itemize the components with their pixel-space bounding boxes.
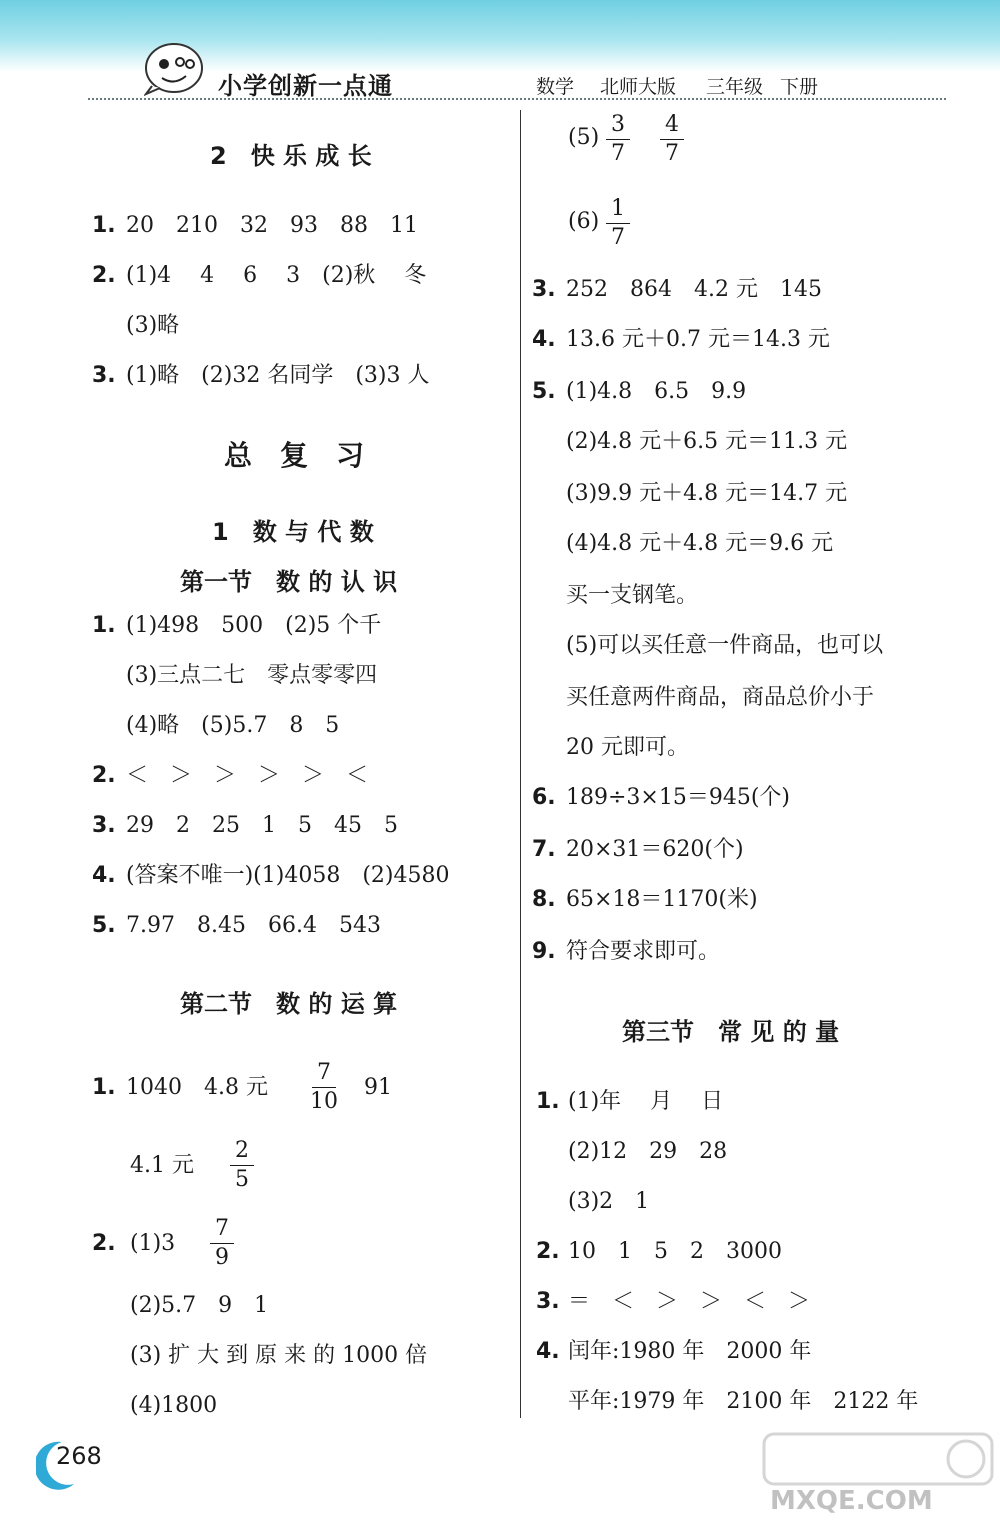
answer-line: 平年:1979 年 2100 年 2122 年 — [568, 1389, 919, 1414]
answer-line: 65×18＝1170(米) — [566, 887, 758, 912]
answer-line: 7.97 8.45 66.4 543 — [126, 913, 381, 938]
q-number: 5. — [92, 913, 116, 938]
q-number: 5. — [532, 379, 556, 404]
fraction-numerator: 3 — [611, 112, 625, 137]
answer-line: 符合要求即可。 — [566, 939, 721, 964]
fraction-bar — [606, 223, 630, 224]
section-title: 第三节 常 见 的 量 — [622, 1018, 840, 1046]
answer-line: (4)1800 — [130, 1393, 218, 1418]
fraction-denominator: 10 — [310, 1089, 338, 1114]
answer-line: 20×31＝620(个) — [566, 837, 744, 862]
watermark-text: MXQE.COM — [770, 1486, 933, 1516]
section-title: 1 数 与 代 数 — [212, 518, 374, 546]
fraction-denominator: 7 — [611, 141, 625, 166]
fraction-denominator: 9 — [215, 1245, 229, 1270]
answer-line: (2)4.8 元＋6.5 元＝11.3 元 — [566, 429, 848, 454]
grade: 三年级 — [706, 76, 764, 98]
q-number: 2. — [92, 1231, 116, 1256]
answer-line: 20 210 32 93 88 11 — [126, 213, 418, 238]
volume: 下册 — [780, 76, 819, 98]
answer-line: (1)3 — [130, 1231, 176, 1256]
answer-line: 252 864 4.2 元 145 — [566, 277, 822, 302]
fraction-numerator: 2 — [235, 1138, 249, 1163]
fraction-numerator: 1 — [611, 196, 625, 221]
mascot-logo-icon — [144, 40, 204, 96]
answer-line: (1)4.8 6.5 9.9 — [566, 379, 747, 404]
q-number: 3. — [92, 363, 116, 388]
q-number: 1. — [92, 213, 116, 238]
answer-line: (3)2 1 — [568, 1189, 650, 1214]
q-number: 7. — [532, 837, 556, 862]
answer-line: (1)498 500 (2)5 个千 — [126, 613, 382, 638]
q-number: 1. — [536, 1089, 560, 1114]
answer-line: (3)略 — [126, 313, 180, 338]
answer-line: 买任意两件商品，商品总价小于 — [566, 685, 875, 710]
q-number: 9. — [532, 939, 556, 964]
header-divider — [88, 98, 946, 100]
q-number: 3. — [536, 1289, 560, 1314]
fraction — [310, 1060, 338, 1115]
answer-line: (3) 扩 大 到 原 来 的 1000 倍 — [130, 1343, 428, 1368]
series-title: 小学创新一点通 — [218, 72, 393, 100]
fraction — [606, 196, 630, 251]
fraction-denominator: 7 — [665, 141, 679, 166]
q-number: 1. — [92, 1075, 116, 1100]
answer-line: (5) — [568, 125, 600, 150]
fraction-denominator: 7 — [611, 225, 625, 250]
answer-line: (2)5.7 9 1 — [130, 1293, 269, 1318]
q-number: 3. — [532, 277, 556, 302]
fraction-bar — [312, 1087, 336, 1088]
answer-line: (3)三点二七 零点零零四 — [126, 663, 378, 688]
answer-line: 1040 4.8 元 — [126, 1075, 268, 1100]
answer-line: 13.6 元＋0.7 元＝14.3 元 — [566, 327, 830, 352]
q-number: 6. — [532, 785, 556, 810]
fraction — [606, 112, 630, 167]
q-number: 4. — [532, 327, 556, 352]
fraction — [210, 1216, 234, 1271]
chapter-title: 总 复 习 — [224, 439, 365, 472]
answer-line: 10 1 5 2 3000 — [568, 1239, 782, 1264]
q-number: 4. — [92, 863, 116, 888]
column-divider — [520, 110, 521, 1418]
answer-line: (2)12 29 28 — [568, 1139, 728, 1164]
q-number: 8. — [532, 887, 556, 912]
answer-line: (答案不唯一)(1)4058 (2)4580 — [126, 863, 450, 888]
q-number: 1. — [92, 613, 116, 638]
answer-line: 91 — [364, 1075, 392, 1100]
answer-line: 189÷3×15＝945(个) — [566, 785, 791, 810]
answer-line: (1)年 月 日 — [568, 1089, 724, 1114]
answer-line: 29 2 25 1 5 45 5 — [126, 813, 398, 838]
q-number: 2. — [536, 1239, 560, 1264]
q-number: 4. — [536, 1339, 560, 1364]
answer-line: (6) — [568, 209, 600, 234]
answer-line: ＝ ＜ ＞ ＞ ＜ ＞ — [568, 1289, 811, 1314]
unit-title: 2 快 乐 成 长 — [210, 142, 372, 170]
answer-line: (4)4.8 元＋4.8 元＝9.6 元 — [566, 531, 834, 556]
fraction — [660, 112, 684, 167]
page-number: 268 — [56, 1442, 102, 1470]
section-title: 第一节 数 的 认 识 — [180, 568, 398, 596]
subject: 数学 — [536, 76, 575, 98]
edition: 北师大版 — [600, 76, 677, 98]
q-number: 3. — [92, 813, 116, 838]
q-number: 2. — [92, 263, 116, 288]
fraction-bar — [660, 139, 684, 140]
answer-line: (5)可以买任意一件商品，也可以 — [566, 633, 884, 658]
answer-line: (1)4 4 6 3 (2)秋 冬 — [126, 263, 427, 288]
answer-line: 20 元即可。 — [566, 735, 689, 760]
fraction-denominator: 5 — [235, 1167, 249, 1192]
section-title: 第二节 数 的 运 算 — [180, 990, 398, 1018]
fraction-bar — [230, 1165, 254, 1166]
answer-line: ＜ ＞ ＞ ＞ ＞ ＜ — [126, 763, 369, 788]
fraction-numerator: 7 — [317, 1060, 331, 1085]
fraction-bar — [210, 1243, 234, 1244]
answer-line: (3)9.9 元＋4.8 元＝14.7 元 — [566, 481, 848, 506]
fraction-bar — [606, 139, 630, 140]
answer-line: 买一支钢笔。 — [566, 583, 699, 608]
fraction — [230, 1138, 254, 1193]
answer-line: (1)略 (2)32 名同学 (3)3 人 — [126, 363, 430, 388]
answer-line: 4.1 元 — [130, 1153, 194, 1178]
q-number: 2. — [92, 763, 116, 788]
answer-line: 闰年:1980 年 2000 年 — [568, 1339, 812, 1364]
fraction-numerator: 7 — [215, 1216, 229, 1241]
answer-line: (4)略 (5)5.7 8 5 — [126, 713, 340, 738]
fraction-numerator: 4 — [665, 112, 679, 137]
